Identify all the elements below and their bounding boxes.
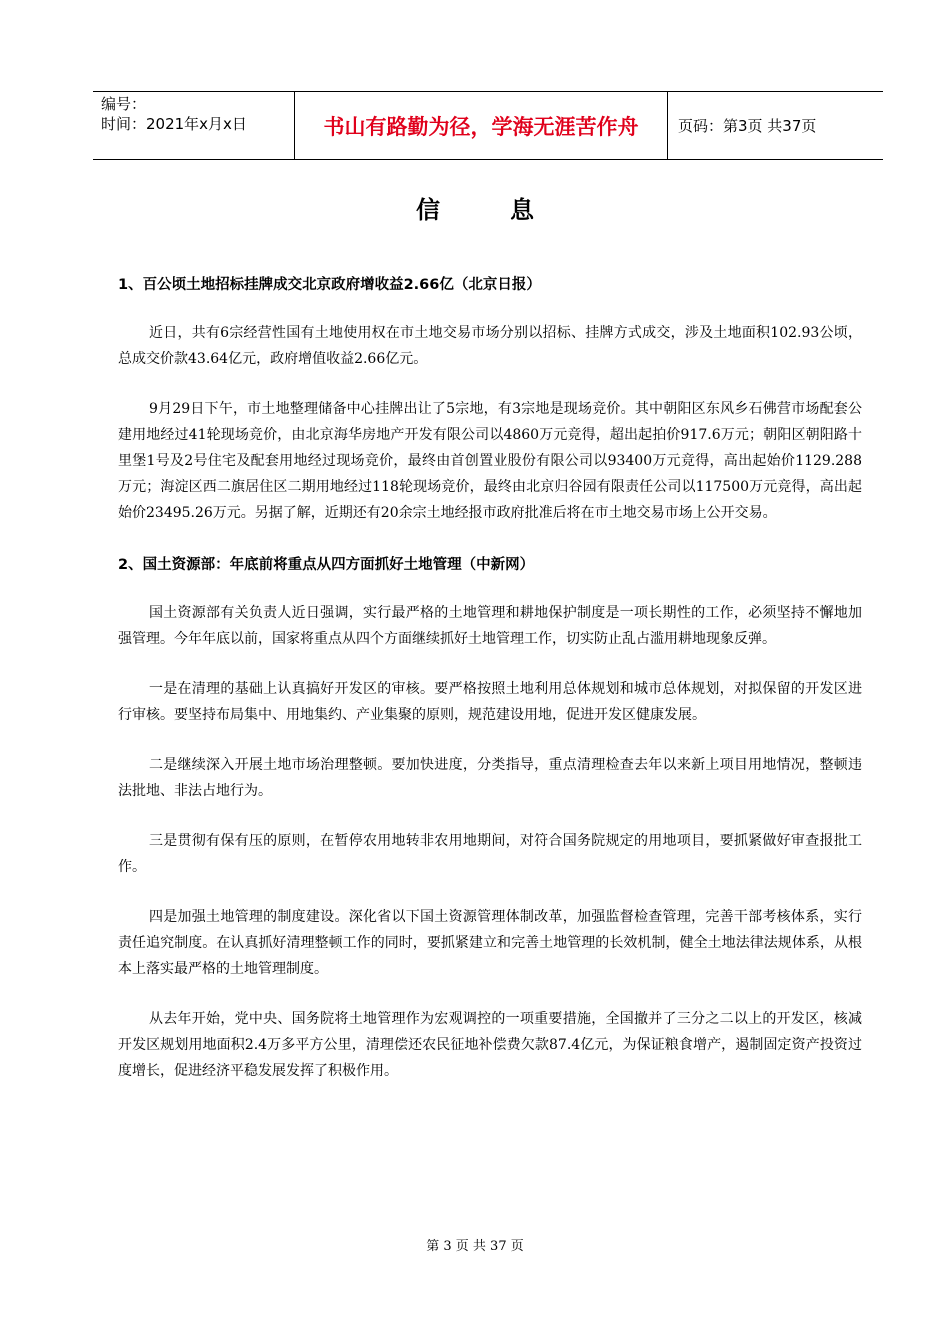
document-title: 信息 xyxy=(416,196,604,224)
section-2-paragraph: 国土资源部有关负责人近日强调，实行最严格的土地管理和耕地保护制度是一项长期性的工作，必须坚持不懈地加强管理。今年年底以前，国家将重点从四个方面继续抓好土地管理工作，切实防止乱占滥用耕地现象反弹。 xyxy=(118,605,862,647)
section-2-paragraph: 一是在清理的基础上认真搞好开发区的审核。要严格按照土地利用总体规划和城市总体规划，对拟保留的开发区进行审核。要坚持布局集中、用地集约、产业集聚的原则，规范建设用地，促进开发区健康发展。 xyxy=(118,681,862,723)
section-2-paragraph: 四是加强土地管理的制度建设。深化省以下国土资源管理体制改革，加强监督检查管理，完善干部考核体系，实行责任追究制度。在认真抓好清理整顿工作的同时，要抓紧建立和完善土地管理的长效机制，健全土地法律法规体系，从根本上落实最严格的土地管理制度。 xyxy=(118,909,862,977)
header-page-info: 页码：第3页 共37页 xyxy=(678,117,817,135)
document-body xyxy=(118,270,862,1108)
section-2-heading: 2、国土资源部：年底前将重点从四方面抓好土地管理（中新网） xyxy=(118,557,535,573)
section-1-heading: 1、百公顷土地招标挂牌成交北京政府增收益2.66亿（北京日报） xyxy=(118,277,541,293)
page-header xyxy=(93,91,883,160)
section-2-paragraph: 二是继续深入开展土地市场治理整顿。要加快进度，分类指导，重点清理检查去年以来新上项目用地情况，整顿违法批地、非法占地行为。 xyxy=(118,757,862,799)
section-1-paragraph: 9月29日下午，市土地整理储备中心挂牌出让了5宗地，有3宗地是现场竞价。其中朝阳区东风乡石佛营市场配套公建用地经过41轮现场竞价，由北京海华房地产开发有限公司以4860万元竞得，超出起拍价917.6万元；朝阳区朝阳路十里堡1号及2号住宅及配套用地经过现场竞价，最终由首创置业股份有限公司以93400万元竞得，高出起始价1129.288万元；海淀区西二旗居住区二期用地经过118轮现场竞价，最终由北京归谷园有限责任公司以117500万元竞得，高出起始价23495.26万元。另据了解，近期还有20余宗土地经报市政府批准后将在市土地交易市场上公开交易。 xyxy=(118,401,862,521)
page-footer: 第 3 页 共 37 页 xyxy=(426,1239,524,1254)
section-2-paragraph: 三是贯彻有保有压的原则，在暂停农用地转非农用地期间，对符合国务院规定的用地项目，要抓紧做好审查报批工作。 xyxy=(118,833,862,875)
header-motto: 书山有路勤为径，学海无涯苦作舟 xyxy=(295,92,668,159)
section-1-paragraph: 近日，共有6宗经营性国有土地使用权在市土地交易市场分别以招标、挂牌方式成交，涉及土地面积102.93公顷，总成交价款43.64亿元，政府增值收益2.66亿元。 xyxy=(118,325,862,367)
section-2-paragraph: 从去年开始，党中央、国务院将土地管理作为宏观调控的一项重要措施，全国撤并了三分之二以上的开发区，核减开发区规划用地面积2.4万多平方公里，清理偿还农民征地补偿费欠款87.4亿元，为保证粮食增产，遏制固定资产投资过度增长，促进经济平稳发展发挥了积极作用。 xyxy=(118,1011,862,1079)
code-label: 编号： xyxy=(101,95,147,113)
header-meta xyxy=(93,92,295,159)
time-label: 时间：2021年x月x日 xyxy=(101,115,247,133)
